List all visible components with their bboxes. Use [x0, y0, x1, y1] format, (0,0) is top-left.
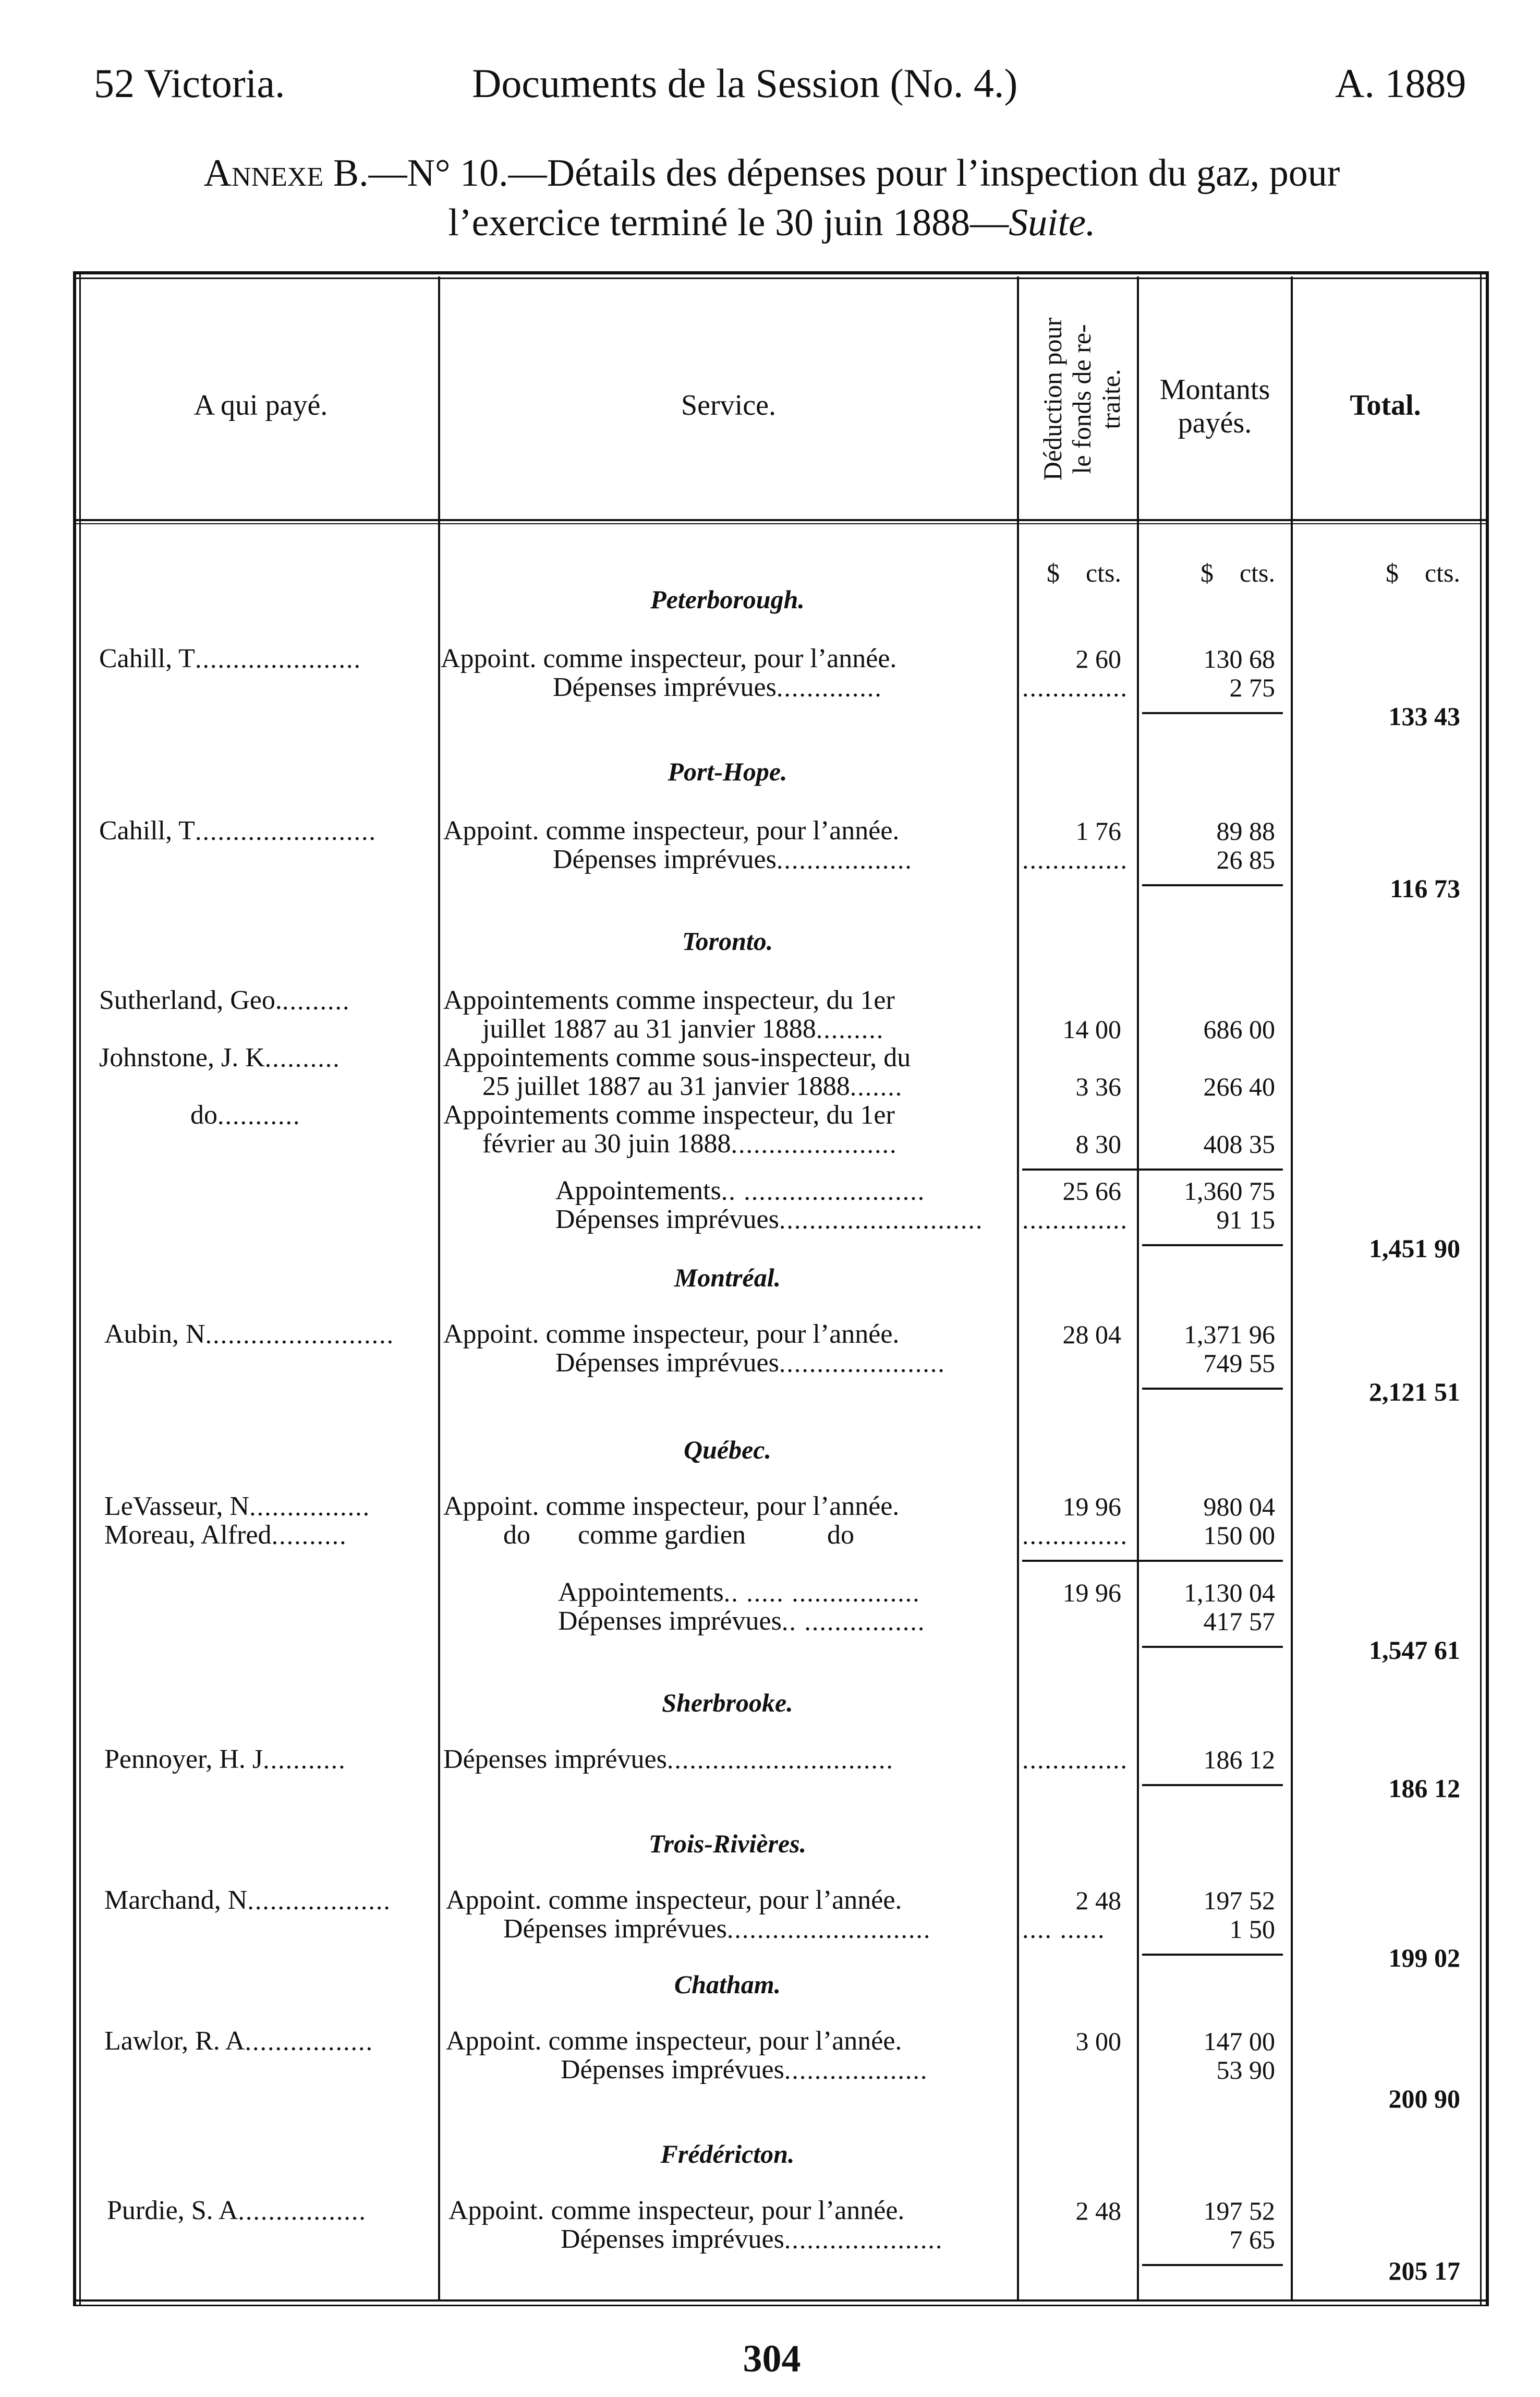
table-row-payee: Johnstone, J. K .......... [99, 1043, 341, 1073]
running-header-center: Documents de la Session (No. 4.) [472, 61, 1018, 106]
table-row-service-cont: 25 juillet 1887 au 31 janvier 1888 ....... [482, 1071, 903, 1101]
table-row-payee: Lawlor, R. A ................. [104, 2026, 373, 2056]
table-row-service: Dépenses imprévues ................... [561, 2055, 928, 2085]
table-row-service: Dépenses imprévues .............................. [443, 1744, 894, 1774]
summary-row-service: Appointements .. ..... ................. [558, 1577, 920, 1607]
annexe-title-line1 [47, 151, 1497, 196]
unit-montants: $ cts. [1200, 558, 1275, 587]
table-row-payee: Pennoyer, H. J ........... [104, 1744, 346, 1774]
table-row-amount: 147 00 [1203, 2027, 1275, 2056]
table-row-amount: 686 00 [1203, 1015, 1275, 1044]
summary-row-service: Appointements .. ........................ [555, 1176, 926, 1206]
section-total: 2,121 51 [1369, 1377, 1460, 1406]
subtotal-rule [1022, 1560, 1283, 1562]
table-row-deduction: 3 36 [1075, 1072, 1121, 1101]
table-row-service: Appointements comme inspecteur, du 1er [443, 1100, 895, 1130]
unit-deduction: $ cts. [1046, 558, 1121, 587]
section-heading: Peterborough. [650, 585, 805, 614]
subtotal-rule [1142, 2264, 1283, 2266]
table-row-payee: Marchand, N ................... [104, 1885, 391, 1915]
table-row-amount: 197 52 [1203, 1886, 1275, 1915]
table-row-amount: 150 00 [1203, 1521, 1275, 1550]
table-row-service: Dépenses imprévues ...................... [555, 1348, 945, 1378]
section-heading: Frédéricton. [660, 2139, 795, 2169]
section-heading: Port-Hope. [668, 757, 787, 786]
subtotal-rule [1142, 1954, 1283, 1956]
column-header-deduction [1029, 290, 1134, 509]
table-row-amount: 1,371 96 [1184, 1320, 1275, 1349]
section-total: 1,547 61 [1369, 1635, 1460, 1665]
section-total: 116 73 [1390, 874, 1460, 903]
annexe-title-rest: B.—N° 10.—Détails des dépenses pour l’inspection du gaz, pour [333, 152, 1340, 195]
table-row-amount: 1 50 [1229, 1914, 1275, 1944]
table-row-service: do comme gardien do [503, 1520, 854, 1550]
table-row-deduction: 14 00 [1062, 1015, 1121, 1044]
section-heading: Chatham. [674, 1970, 781, 1999]
table-row-payee: LeVasseur, N ................ [104, 1491, 371, 1521]
table-row-amount: 89 88 [1216, 816, 1275, 846]
table-row-payee: Aubin, N ......................... [104, 1319, 395, 1349]
table-row-payee: do ........... [190, 1100, 301, 1130]
table-row-amount: 197 52 [1203, 2196, 1275, 2225]
table-row-amount: 53 90 [1216, 2055, 1275, 2085]
table-row-service-cont: juillet 1887 au 31 janvier 1888 ......... [482, 1014, 884, 1044]
running-header-left: 52 Victoria. [94, 61, 285, 106]
column-header-payee: A qui payé. [193, 389, 328, 421]
subtotal-rule [1022, 1169, 1283, 1171]
table-row-deduction: 19 96 [1062, 1492, 1121, 1521]
section-heading: Toronto. [682, 926, 773, 956]
running-header-right: A. 1889 [1335, 61, 1466, 106]
table-row-amount: 749 55 [1203, 1348, 1275, 1378]
column-header-service: Service. [681, 389, 776, 421]
table-row-service: Appoint. comme inspecteur, pour l’année. [443, 1491, 900, 1521]
montants-line2: payés. [1178, 407, 1252, 439]
montants-line1: Montants [1159, 374, 1270, 406]
leader-dots: .............. [1022, 845, 1128, 874]
table-row-service: Appoint. comme inspecteur, pour l’année. [446, 2026, 902, 2056]
summary-row-amount: 1,360 75 [1184, 1176, 1275, 1206]
summary-row-deduction: 25 66 [1062, 1176, 1121, 1206]
unit-total: $ cts. [1385, 558, 1460, 587]
deduction-line1: Déduction pour [1038, 317, 1067, 481]
section-heading: Sherbrooke. [662, 1688, 793, 1717]
table-row-deduction: 3 00 [1075, 2027, 1121, 2056]
section-heading: Québec. [684, 1435, 771, 1464]
summary-row-amount: 91 15 [1216, 1205, 1275, 1234]
summary-row-service: Dépenses imprévues .. ................ [558, 1606, 926, 1636]
table-row-deduction: 2 60 [1075, 644, 1121, 673]
section-total: 199 02 [1388, 1943, 1460, 1972]
subtotal-rule [1142, 1388, 1283, 1390]
table-row-deduction: 28 04 [1062, 1320, 1121, 1349]
table-row-service: Dépenses imprévues ........................... [503, 1914, 931, 1944]
summary-row-deduction: 19 96 [1062, 1578, 1121, 1607]
leader-dots: .............. [1022, 1745, 1128, 1774]
table-row-deduction: 2 48 [1075, 2196, 1121, 2225]
table-row-amount: 266 40 [1203, 1072, 1275, 1101]
section-total: 200 90 [1388, 2084, 1460, 2113]
leader-dots: .............. [1022, 1521, 1128, 1550]
section-total: 1,451 90 [1369, 1234, 1460, 1263]
leader-dots: .... ...... [1022, 1914, 1106, 1944]
table-row-deduction: 2 48 [1075, 1886, 1121, 1915]
table-row-deduction: 1 76 [1075, 816, 1121, 846]
subtotal-rule [1142, 1646, 1283, 1648]
table-row-amount: 408 35 [1203, 1129, 1275, 1159]
annexe-title-line2 [47, 201, 1497, 245]
table-row-amount: 7 65 [1229, 2225, 1275, 2254]
table-row-service: Appoint. comme inspecteur, pour l’année. [441, 644, 897, 673]
annexe-title-suffix: Suite. [1009, 201, 1096, 244]
annexe-title-line2-text: l’exercice terminé le 30 juin 1888— [448, 201, 1009, 244]
section-heading: Montréal. [674, 1263, 781, 1292]
subtotal-rule [1142, 884, 1283, 886]
table-row-service: Dépenses imprévues ..................... [561, 2224, 943, 2254]
column-header-total: Total. [1350, 389, 1421, 421]
table-row-service: Appointements comme inspecteur, du 1er [443, 985, 895, 1015]
annexe-word: Annexe [203, 152, 324, 195]
section-total: 186 12 [1388, 1774, 1460, 1803]
summary-row-amount: 1,130 04 [1184, 1578, 1275, 1607]
table-row-amount: 186 12 [1203, 1745, 1275, 1774]
table-row-service: Appointements comme sous-inspecteur, du [443, 1043, 911, 1073]
subtotal-rule [1142, 1784, 1283, 1786]
table-row-service: Dépenses imprévues .............. [553, 672, 882, 702]
table-row-payee: Cahill, T ........................ [99, 816, 377, 846]
subtotal-rule [1142, 712, 1283, 714]
table-row-service: Appoint. comme inspecteur, pour l’année. [446, 1885, 902, 1915]
summary-row-amount: 417 57 [1203, 1607, 1275, 1636]
leader-dots: .............. [1022, 1205, 1128, 1234]
section-heading: Trois-Rivières. [648, 1829, 807, 1858]
table-row-service: Appoint. comme inspecteur, pour l’année. [443, 1319, 900, 1349]
table-row-payee: Moreau, Alfred .......... [104, 1520, 347, 1550]
column-header-montants [1139, 373, 1291, 440]
table-row-service: Appoint. comme inspecteur, pour l’année. [443, 816, 900, 846]
table-row-payee: Sutherland, Geo. ......... [99, 985, 350, 1015]
section-total: 205 17 [1388, 2256, 1460, 2285]
table-row-amount: 2 75 [1229, 673, 1275, 702]
table-row-payee: Purdie, S. A ................. [107, 2196, 367, 2225]
table-row-amount: 980 04 [1203, 1492, 1275, 1521]
table-row-payee: Cahill, T ...................... [99, 644, 361, 673]
table-row-service-cont: février au 30 juin 1888 ...................... [482, 1129, 898, 1159]
leader-dots: .............. [1022, 673, 1128, 702]
table-row-service: Dépenses imprévues .................. [553, 845, 913, 874]
page-number: 304 [743, 2338, 801, 2380]
table-row-amount: 26 85 [1216, 845, 1275, 874]
subtotal-rule [1142, 1244, 1283, 1246]
table-row-service: Appoint. comme inspecteur, pour l’année. [448, 2196, 905, 2225]
deduction-line2: le fonds de re- [1067, 324, 1096, 474]
summary-row-service: Dépenses imprévues ........................... [555, 1204, 984, 1234]
section-total: 133 43 [1388, 702, 1460, 731]
deduction-line3: traite. [1096, 369, 1125, 429]
table-row-deduction: 8 30 [1075, 1129, 1121, 1159]
table-row-amount: 130 68 [1203, 644, 1275, 673]
